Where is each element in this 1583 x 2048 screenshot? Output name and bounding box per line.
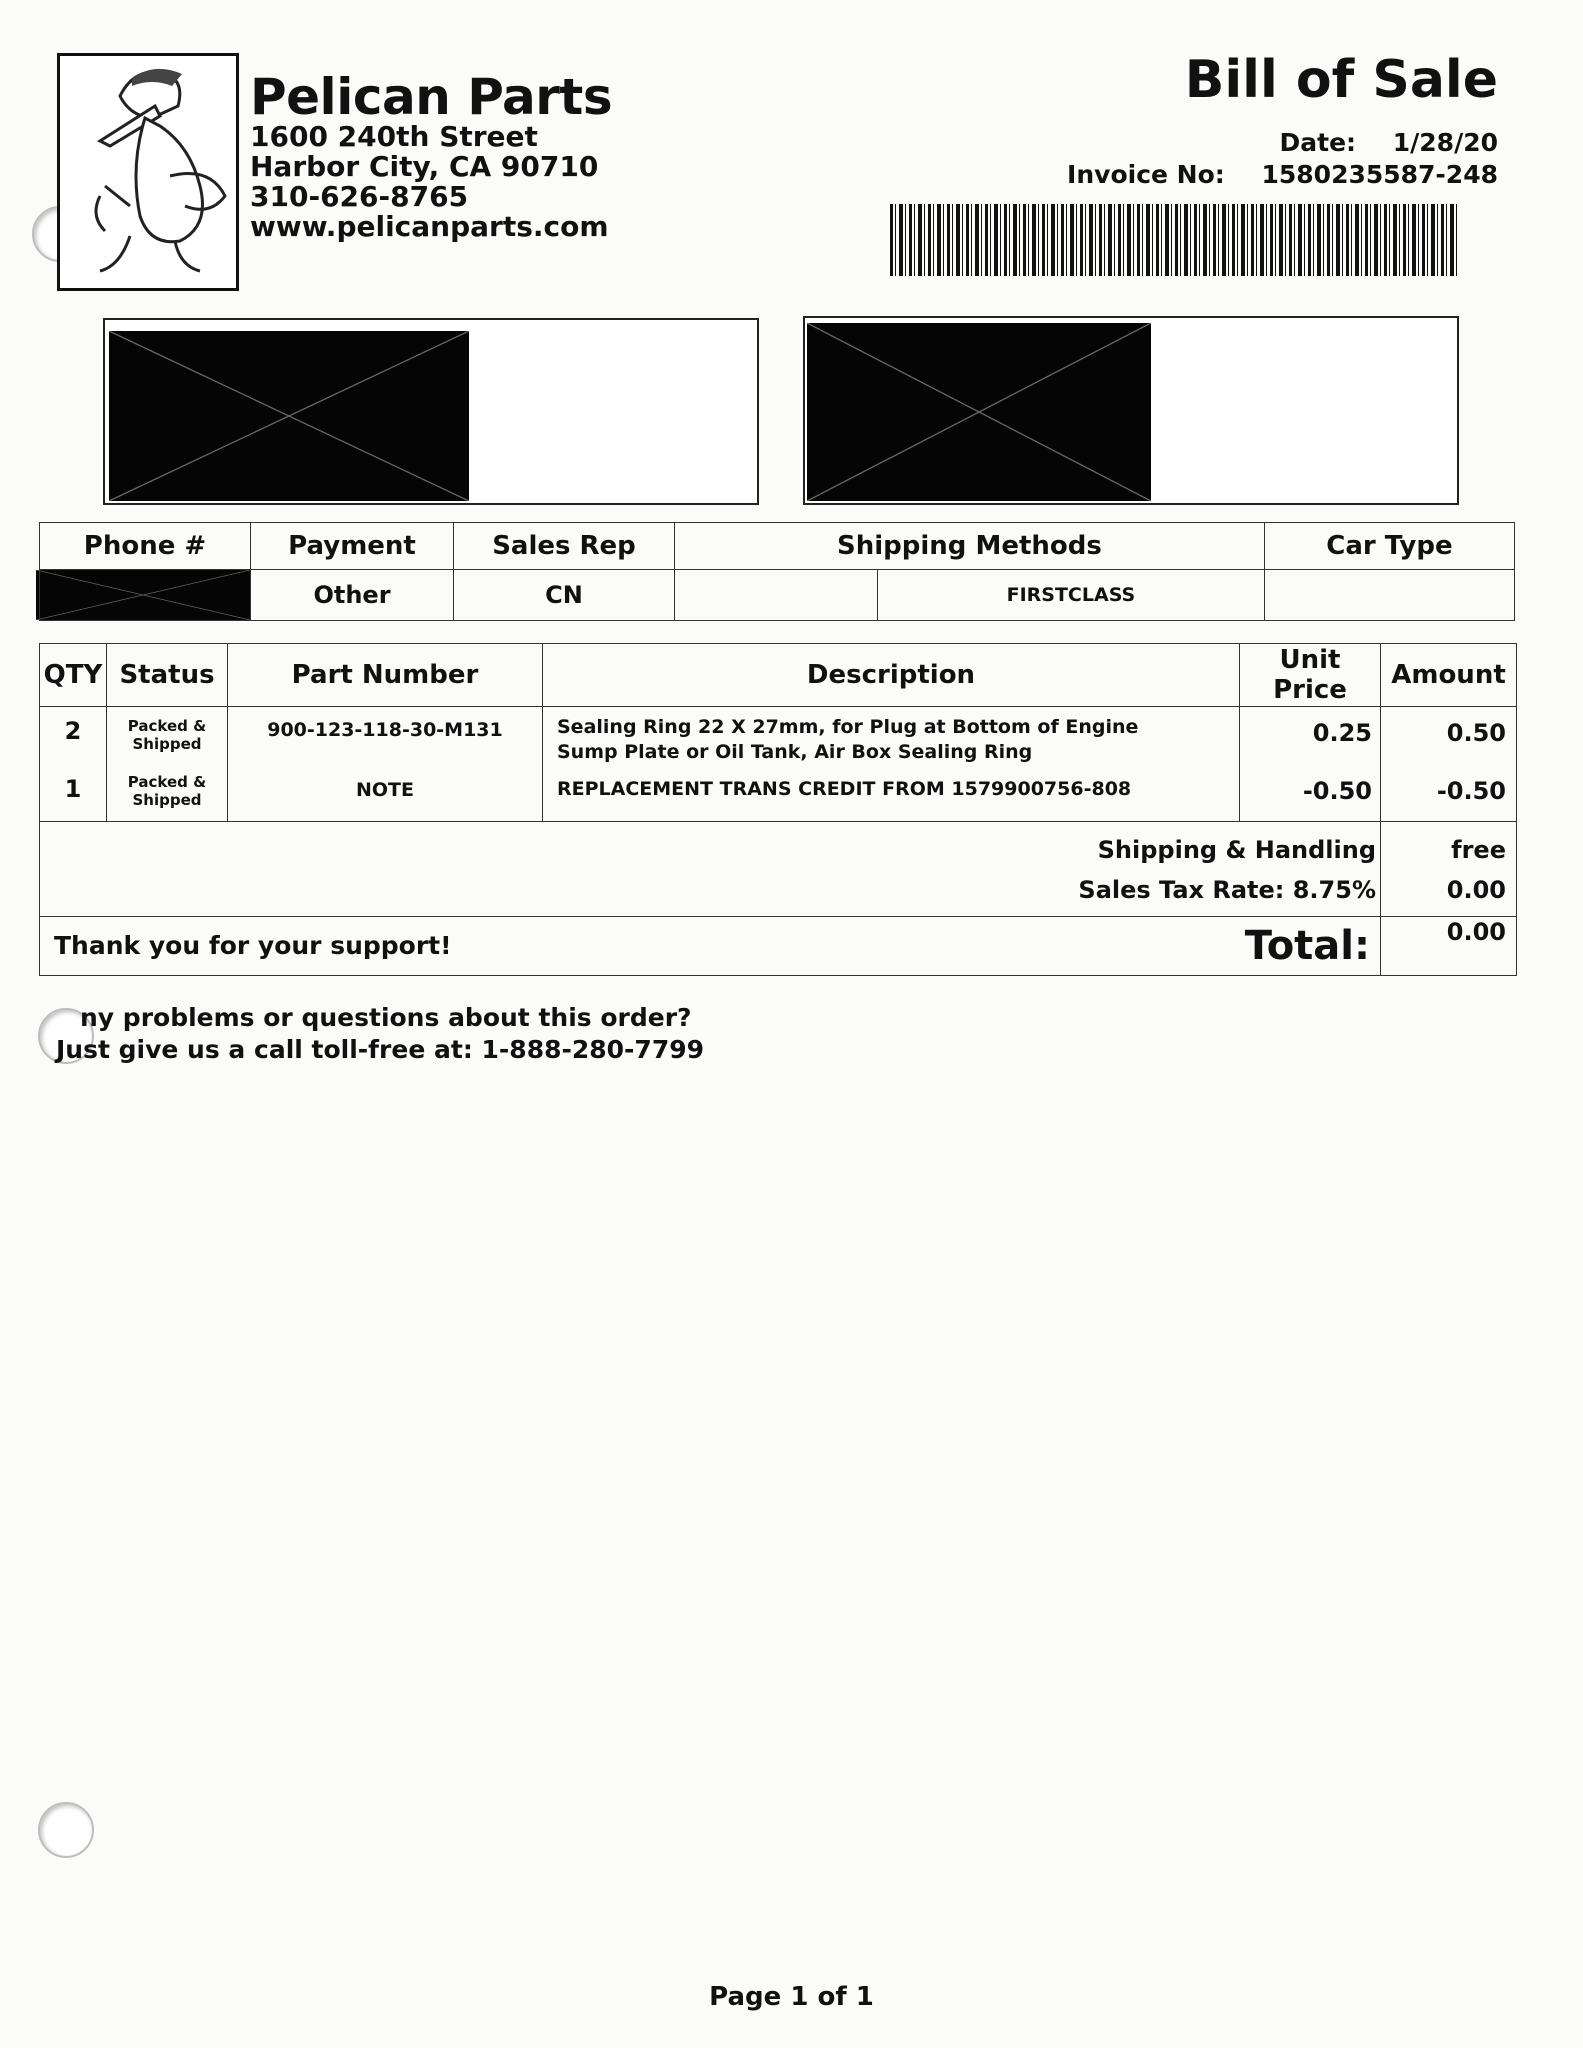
contact-question: ny problems or questions about this order? (80, 1003, 692, 1032)
total-label-cell (40, 917, 1381, 976)
company-website[interactable]: www.pelicanparts.com (250, 210, 609, 243)
header-sales-rep: Sales Rep (454, 523, 675, 570)
status-cell (107, 771, 228, 822)
status-line: Packed & (127, 773, 207, 791)
punch-hole-bottom (38, 1802, 94, 1858)
summary-labels (40, 822, 1381, 917)
thank-you-message: Thank you for your support! (54, 931, 452, 960)
header-payment: Payment (251, 523, 454, 570)
description-line: Sump Plate or Oil Tank, Air Box Sealing Ring (557, 741, 1033, 763)
part-number-cell: NOTE (228, 771, 543, 822)
company-name: Pelican Parts (250, 68, 613, 126)
total-row (40, 917, 1517, 976)
pelican-logo-icon (60, 56, 236, 288)
shipping-label: Shipping & Handling (1097, 836, 1376, 864)
unit-price-cell: 0.25 (1240, 707, 1381, 772)
date-row (1280, 128, 1499, 157)
contact-phone: Just give us a call toll-free at: 1-888-280-7799 (56, 1035, 704, 1064)
barcode (890, 204, 1458, 276)
summary-values (1381, 822, 1517, 917)
shipping-value: free (1451, 836, 1506, 864)
tax-label: Sales Tax Rate: 8.75% (1078, 876, 1376, 904)
header-description: Description (543, 644, 1240, 707)
amount-cell: -0.50 (1381, 771, 1517, 822)
redacted-phone (36, 570, 250, 620)
redacted-block (109, 331, 469, 501)
sales-rep-value: CN (454, 570, 675, 621)
header-unit-price: Unit Price (1240, 644, 1381, 707)
part-number-cell: 900-123-118-30-M131 (228, 707, 543, 772)
payment-value: Other (251, 570, 454, 621)
description-cell (543, 707, 1240, 772)
invoice-label: Invoice No: (1067, 160, 1225, 189)
amount-cell: 0.50 (1381, 707, 1517, 772)
status-line: Shipped (132, 735, 202, 753)
header-part-number: Part Number (228, 644, 543, 707)
shipping-method-value: FIRSTCLASS (878, 570, 1265, 621)
pelican-logo (57, 53, 239, 291)
qty-cell: 2 (40, 707, 107, 772)
table-row (40, 707, 1517, 772)
ship-to-box (803, 316, 1459, 505)
summary-row (40, 822, 1517, 917)
order-info-table (39, 522, 1515, 621)
company-city: Harbor City, CA 90710 (250, 150, 599, 183)
unit-price-cell: -0.50 (1240, 771, 1381, 822)
shipping-method-blank (675, 570, 878, 621)
status-line: Shipped (132, 791, 202, 809)
phone-cell (40, 570, 251, 621)
car-type-value (1264, 570, 1514, 621)
header-car-type: Car Type (1264, 523, 1514, 570)
table-row (40, 771, 1517, 822)
line-items-table (39, 643, 1517, 976)
header-amount: Amount (1381, 644, 1517, 707)
document-title: Bill of Sale (1184, 50, 1498, 110)
status-line: Packed & (127, 717, 207, 735)
redacted-block (807, 323, 1151, 501)
status-cell (107, 707, 228, 772)
qty-cell: 1 (40, 771, 107, 822)
page-number: Page 1 of 1 (709, 1982, 874, 2012)
date-value: 1/28/20 (1392, 128, 1498, 157)
description-cell: REPLACEMENT TRANS CREDIT FROM 1579900756-808 (543, 771, 1240, 822)
description-line: Sealing Ring 22 X 27mm, for Plug at Bottom of Engine (557, 716, 1139, 738)
tax-value: 0.00 (1446, 876, 1506, 904)
invoice-number: 1580235587-248 (1261, 160, 1498, 189)
header-shipping-methods: Shipping Methods (675, 523, 1265, 570)
total-value: 0.00 (1381, 917, 1517, 976)
header-phone: Phone # (40, 523, 251, 570)
bill-to-box (103, 318, 759, 505)
company-street: 1600 240th Street (250, 120, 538, 153)
invoice-row (1067, 160, 1498, 189)
total-label: Total: (1244, 923, 1370, 969)
company-phone: 310-626-8765 (250, 180, 469, 213)
header-status: Status (107, 644, 228, 707)
date-label: Date: (1279, 128, 1357, 157)
header-qty: QTY (40, 644, 107, 707)
